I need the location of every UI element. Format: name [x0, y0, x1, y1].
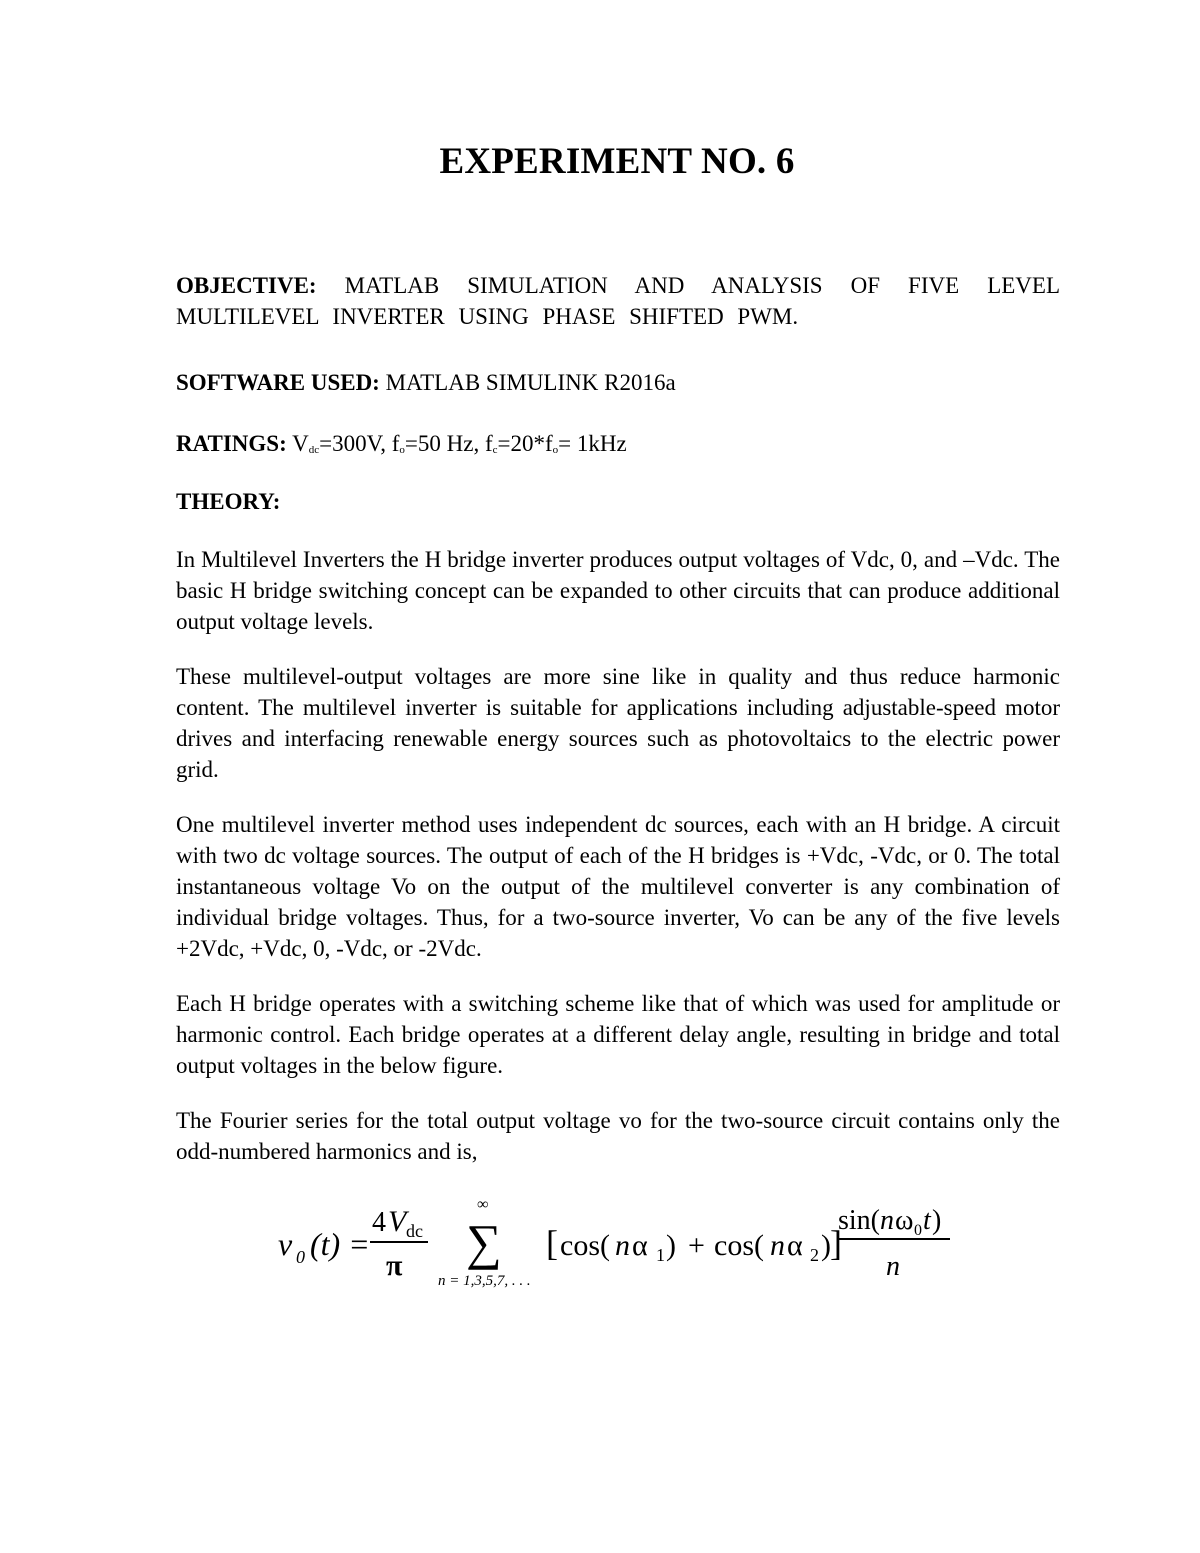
ratings-vdc-value: =300V, f [319, 431, 400, 456]
formula-sin-close: ) [932, 1205, 942, 1236]
formula-n1: n [615, 1229, 630, 1262]
software-text: MATLAB SIMULINK R2016a [385, 370, 676, 395]
theory-paragraph-4: Each H bridge operates with a switching scheme like that of which was used for amplitude or harmonic control. Each bridge operates at a different delay angle, resulting in bridge and total output voltages in the below figure. [176, 991, 1060, 1078]
formula-lhs-v: v [278, 1226, 293, 1262]
ratings-label: RATINGS: [176, 431, 287, 456]
formula-bracket-close: ] [830, 1223, 842, 1263]
ratings-vdc-sub: dc [308, 444, 320, 456]
formula-sum-top: ∞ [477, 1196, 489, 1213]
formula-sum-bottom: n = 1,3,5,7, . . . [438, 1273, 531, 1289]
formula-lhs-arg: (t) = [310, 1226, 370, 1262]
ratings-fo2-sub: o [552, 444, 559, 456]
formula-sum-sign: ∑ [466, 1214, 502, 1270]
ratings-tail: = 1kHz [558, 431, 627, 456]
ratings-fo-sub: o [399, 444, 405, 456]
formula-sin-n: n [880, 1205, 894, 1236]
formula-alpha2: α [787, 1229, 803, 1262]
objective-label: OBJECTIVE: [176, 273, 317, 298]
formula-cos2: cos( [714, 1229, 764, 1262]
formula-cos1: cos( [560, 1229, 610, 1262]
ratings-vdc: V [292, 431, 309, 456]
formula-num-sub: dc [406, 1221, 423, 1241]
formula-num-v: V [388, 1205, 407, 1238]
theory-paragraph-3: One multilevel inverter method uses independent dc sources, each with an H bridge. A circuit with two dc voltage sources. The output of each of the H bridges is +Vdc, -Vdc, or 0. The total instantaneous voltage Vo on the output of the multilevel converter is any combination of individual bridge voltages. Thus, for a two-source inverter, Vo can be any of the five levels +2Vdc, +Vdc, 0, -Vdc, or -2Vdc. [176, 812, 1060, 961]
theory-paragraph-2: These multilevel-output voltages are more sine like in quality and thus reduce harmonic content. The multilevel inverter is suitable for applications including adjustable-speed motor drives and interfacing renewable energy sources such as photovoltaics to the electric power grid. [176, 664, 1060, 782]
theory-heading: THEORY: [176, 489, 281, 514]
theory-paragraph-5: The Fourier series for the total output voltage vo for the two-source circuit contains only the odd-numbered harmonics and is, [176, 1108, 1060, 1164]
ratings-fc-sub: c [492, 444, 498, 456]
formula-den-pi: π [386, 1249, 403, 1282]
formula-bracket-open: [ [546, 1223, 558, 1263]
formula-omega-sub: 0 [914, 1222, 922, 1239]
formula-den-n: n [886, 1251, 900, 1282]
ratings-fc-value: =20*f [497, 431, 553, 456]
formula-alpha1-sub: 1 [656, 1245, 665, 1265]
formula-sin: sin( [838, 1205, 880, 1236]
formula-n2: n [770, 1229, 785, 1262]
formula-sin-t: t [923, 1205, 931, 1236]
objective-text: MATLAB SIMULATION AND ANALYSIS OF FIVE LEVEL MULTILEVEL INVERTER USING PHASE SHIFTED PWM. [176, 273, 1061, 329]
formula-alpha1: α [632, 1229, 648, 1262]
software-section [176, 367, 1060, 398]
formula-lhs-sub: 0 [296, 1247, 305, 1267]
ratings-section [176, 428, 1060, 459]
page-title: EXPERIMENT NO. 6 [439, 141, 795, 182]
theory-paragraph-1: In Multilevel Inverters the H bridge inverter produces output voltages of Vdc, 0, and –Vdc. The basic H bridge switching concept can be expanded to other circuits that can produce additional output voltage levels. [176, 547, 1060, 634]
formula-close1: ) [666, 1229, 676, 1262]
objective-section [176, 270, 1060, 332]
formula-omega: ω [895, 1205, 914, 1236]
ratings-fo-value: =50 Hz, f [404, 431, 493, 456]
formula-num-4: 4 [372, 1207, 386, 1238]
fourier-series-formula [270, 1195, 970, 1305]
formula-alpha2-sub: 2 [810, 1245, 819, 1265]
formula-plus: + [688, 1229, 705, 1262]
formula-close2: ) [821, 1229, 831, 1262]
software-label: SOFTWARE USED: [176, 370, 380, 395]
